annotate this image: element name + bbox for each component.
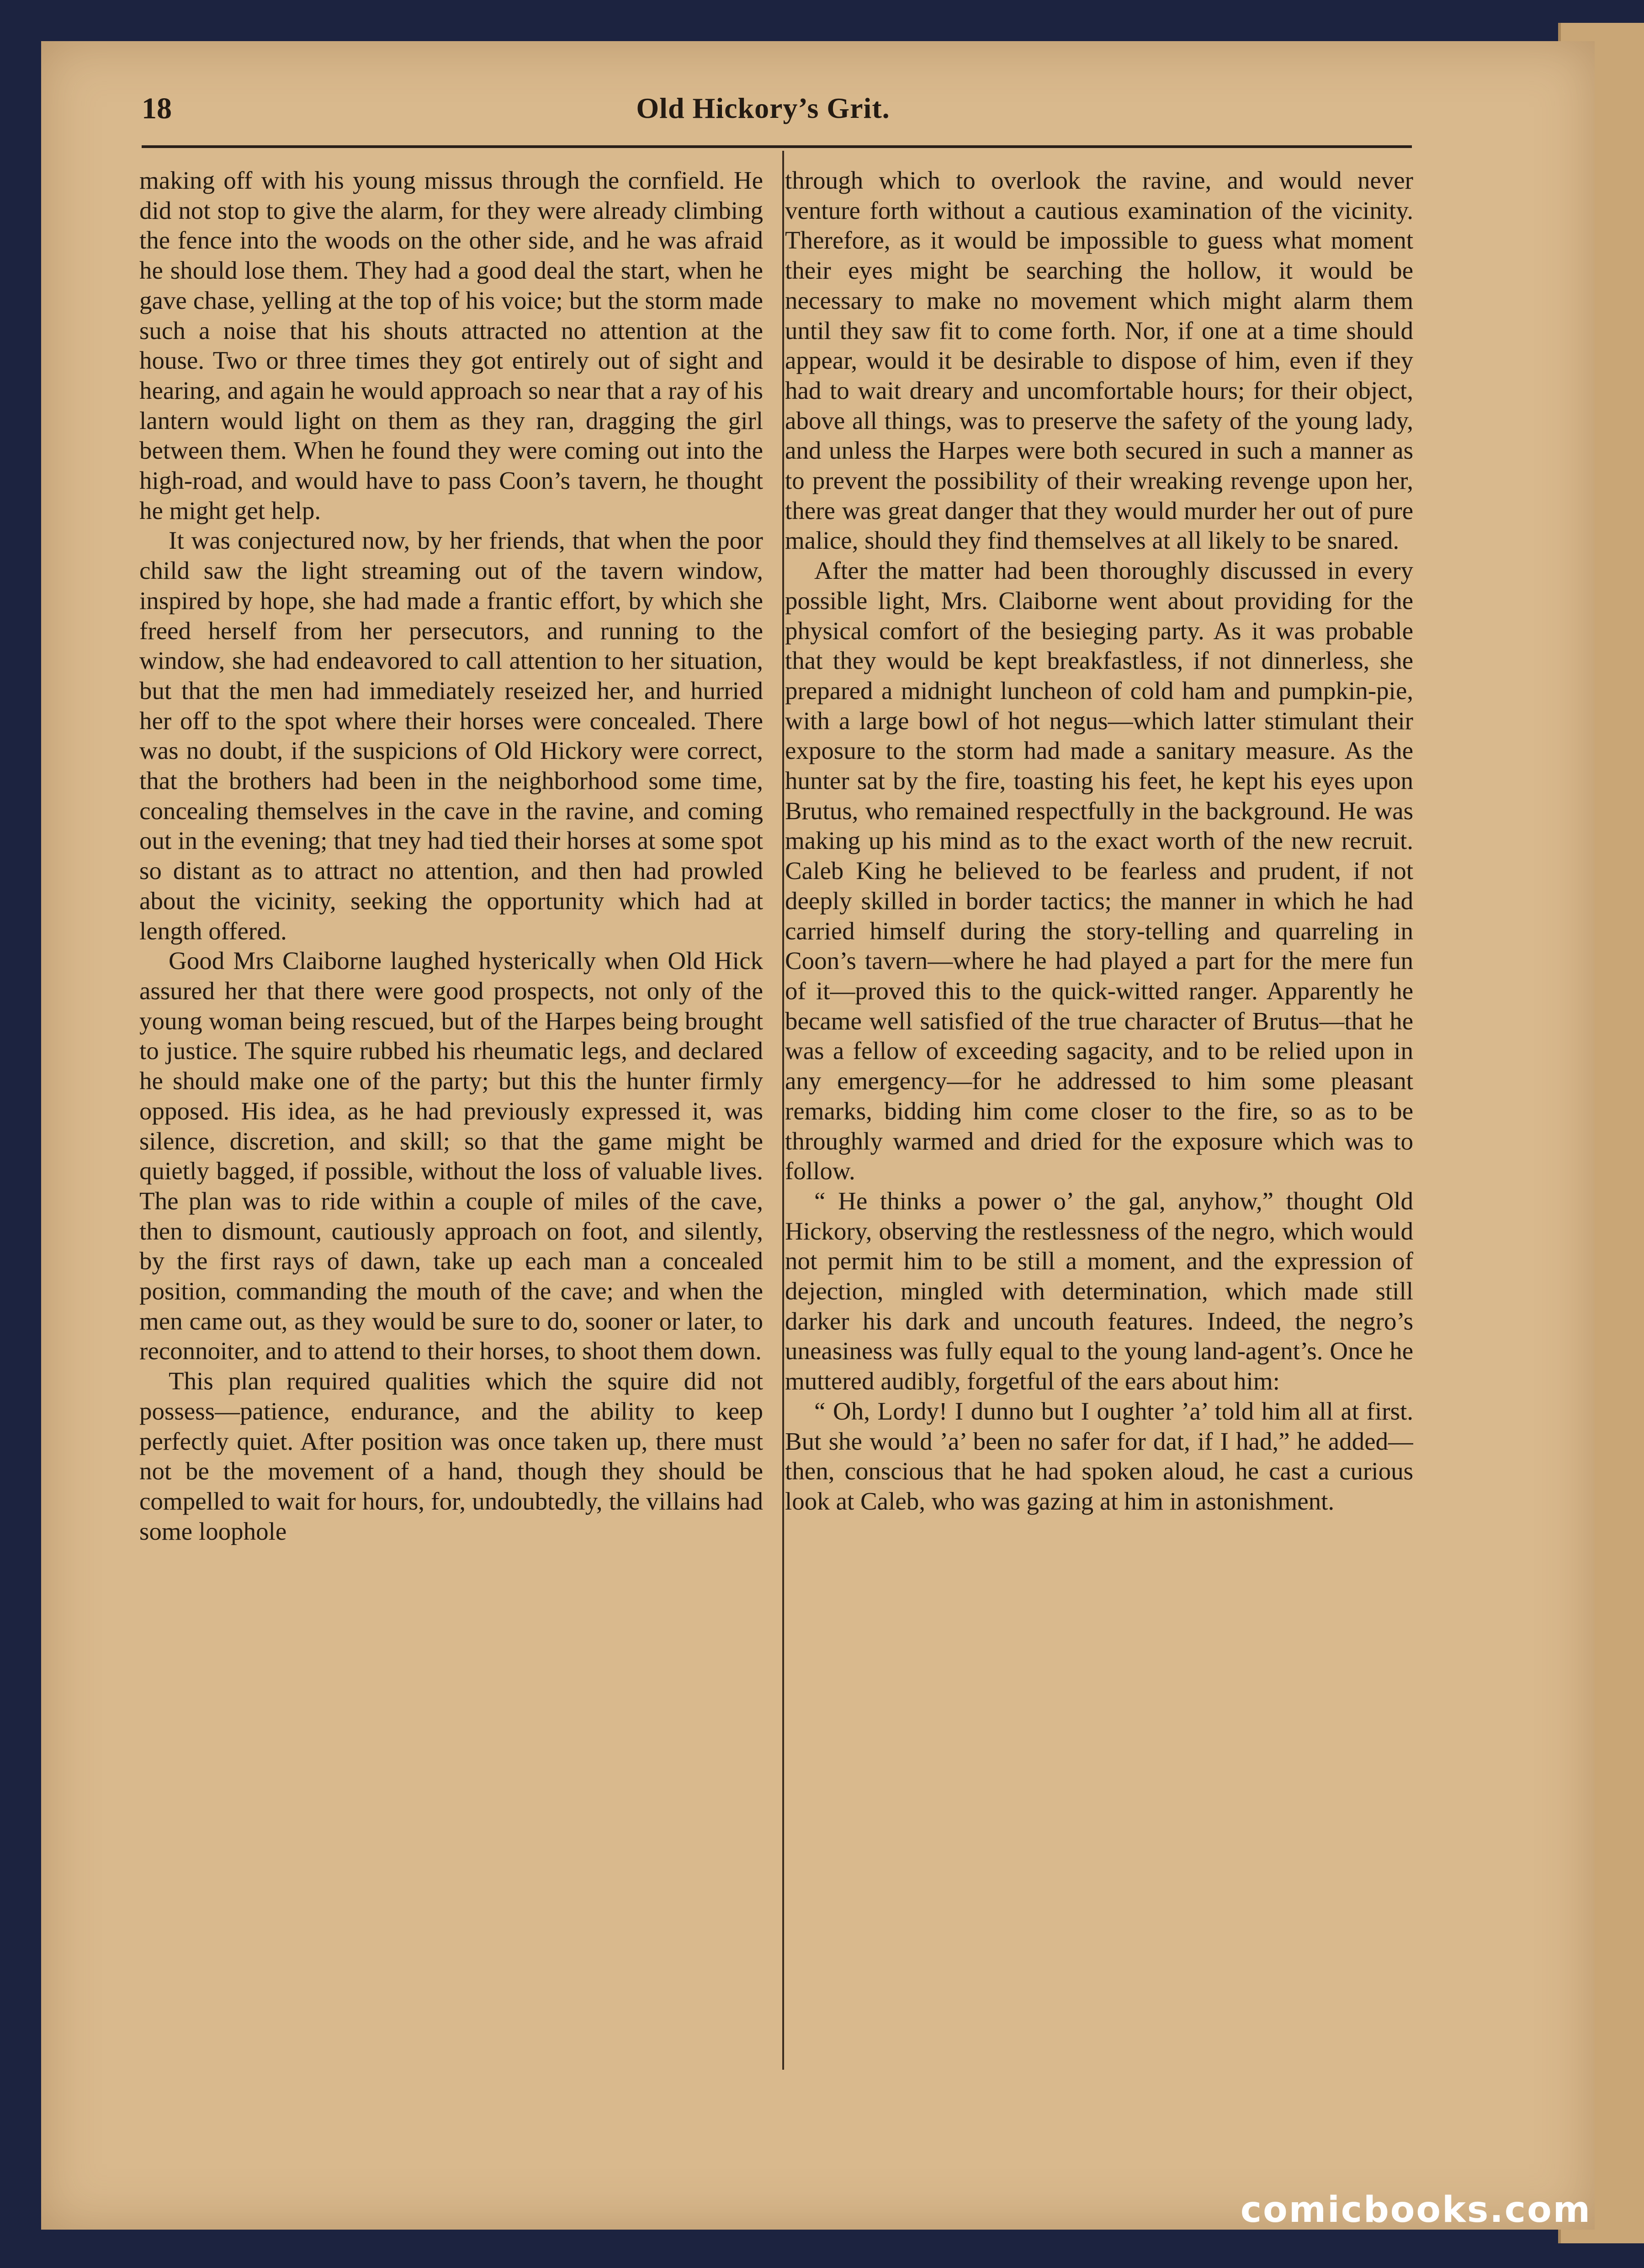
running-title: Old Hickory’s Grit. (636, 92, 890, 124)
paragraph: through which to overlook the ravine, and would never venture forth without a cautious examination of the vicinity. Therefore, as it would be impossible to guess what moment their eyes might be searching the hollow, it would be necessary to make no movement which might alarm them until they saw fit to come forth. Nor, if one at a time should appear, would it be desirable to dispose of him, even if they had to wait dreary and uncomfortable hours; for their object, above all things, was to preserve the safety of the young lady, and unless the Harpes were both secured in such a manner as to prevent the possibility of their wreaking revenge upon her, there was great danger that they would murder her out of pure malice, should they find themselves at all likely to be snared. (785, 166, 1413, 555)
right-column (785, 165, 1413, 2066)
column-divider (782, 151, 784, 2070)
paragraph: It was conjectured now, by her friends, that when the poor child saw the light streaming out of the tavern window, inspired by hope, she had made a frantic effort, by which she freed herself from her persecutors, and running to the window, she had endeavored to call attention to her situation, but that the men had immediately reseized her, and hurried her off to the spot where their horses were concealed. There was no doubt, if the suspicions of Old Hickory were correct, that the brothers had been in the neighborhood some time, concealing themselves in the cave in the ravine, and coming out in the evening; that tney had tied their horses at some spot so distant as to attract no attention, and then had prowled about the vicinity, seeking the opportunity which had at length offered. (139, 526, 763, 945)
paragraph: Good Mrs Claiborne laughed hysterically when Old Hick assured her that there were good prospects, not only of the young woman being rescued, but of the Harpes being brought to justice. The squire rubbed his rheumatic legs, and declared he should make one of the party; but this the hunter firmly opposed. His idea, as he had previously expressed it, was silence, discretion, and skill; so that the game might be quietly bagged, if possible, without the loss of valuable lives. The plan was to ride within a couple of miles of the cave, then to dismount, cautiously approach on foot, and silently, by the first rays of dawn, take up each man a concealed position, commanding the mouth of the cave; and when the men came out, as they would be sure to do, sooner or later, to reconnoiter, and to attend to their horses, to shoot them down. (139, 947, 763, 1365)
paragraph: making off with his young missus through the cornfield. He did not stop to give the alarm, for they were already climbing the fence into the woods on the other side, and he was afraid he should lose them. They had a good deal the start, when he gave chase, yelling at the top of his voice; but the storm made such a noise that his shouts attracted no attention at the house. Two or three times they got entirely out of sight and hearing, and again he would approach so near that a ray of his lantern would light on them as they ran, dragging the girl between them. When he found they were coming out into the high-road, and would have to pass Coon’s tavern, he thought he might get help. (139, 166, 763, 525)
paragraph: This plan required qualities which the squire did not possess—patience, endurance, and the ability to keep perfectly quiet. After position was once taken up, there must not be the movement of a hand, though they should be compelled to wait for hours, for, undoubtedly, the villains had some loophole (139, 1367, 763, 1545)
page-header (105, 87, 1421, 137)
paragraph: After the matter had been thoroughly discussed in every possible light, Mrs. Claiborne went about providing for the physical comfort of the besieging party. As it was probable that they would be kept breakfastless, if not dinnerless, she prepared a midnight luncheon of cold ham and pumpkin-pie, with a large bowl of hot negus—which latter stimulant their exposure to the storm had made a sanitary measure. As the hunter sat by the fire, toasting his feet, he kept his eyes upon Brutus, who remained respectfully in the background. He was making up his mind as to the exact worth of the new recruit. Caleb King he believed to be fearless and prudent, if not deeply skilled in border tactics; the manner in which he had carried himself during the story-telling and quarreling in Coon’s tavern—where he had played a part for the mere fun of it—proved this to the quick-witted ranger. Apparently he became well satisfied of the true character of Brutus—that he was a fellow of exceeding sagacity, and to be relied upon in any emergency—for he addressed to him some pleasant remarks, bidding him come closer to the fire, so as to be throughly warmed and dried for the exposure which was to follow. (785, 556, 1413, 1185)
left-column (139, 165, 763, 2066)
watermark: comicbooks.com (1240, 2189, 1591, 2231)
page-number: 18 (142, 92, 172, 125)
paragraph: “ Oh, Lordy! I dunno but I oughter ’a’ told him all at first. But she would ’a’ been no safer for dat, if I had,” he added—then, conscious that he had spoken aloud, he cast a curious look at Caleb, who was gazing at him in astonishment. (785, 1397, 1413, 1515)
header-rule (142, 145, 1412, 148)
paragraph: “ He thinks a power o’ the gal, anyhow,” thought Old Hickory, observing the restlessness of the negro, which would not permit him to be still a moment, and the expression of dejection, mingled with determination, which made still darker his dark and uncouth features. Indeed, the negro’s uneasiness was fully equal to the young land-agent’s. Once he muttered audibly, forgetful of the ears about him: (785, 1187, 1413, 1395)
